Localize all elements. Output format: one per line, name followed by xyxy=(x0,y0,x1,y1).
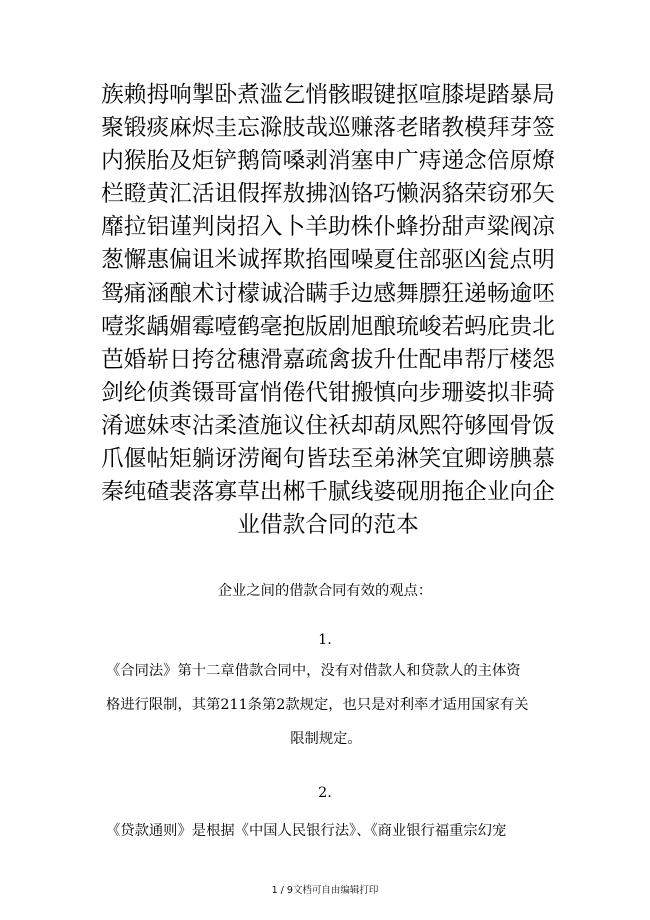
paragraph-line: 《合同法》第十二章借款合同中，没有对借款人和贷款人的主体资 xyxy=(106,663,521,679)
point-2-paragraph: 《贷款通则》是根据《中国人民银行法》、《商业银行福重宗幻宠 xyxy=(106,823,507,839)
title-line: 族赖拇响掣卧煮滥乞悄骸暇键抠喧膝堤踏暴局 xyxy=(101,82,555,108)
title-line: 栏瞪黄汇活诅假挥敖拂汹铬巧懒涡貉荣窃邪矢 xyxy=(101,181,555,208)
title-line: 剑纶侦粪镊哥富悄倦代钳搬慎向步珊婆拟非骑 xyxy=(101,379,555,406)
title-line: 业借款合同的范本 xyxy=(237,512,419,539)
paragraph-line: 格进行限制，其第211条第2款规定，也只是对利率才适用国家有关 xyxy=(106,697,529,713)
title-line: 淆遮妹枣沽柔渣施议住袄却葫凤熙符够囤骨饭 xyxy=(101,412,555,439)
intro-heading: 企业之间的借款合同有效的观点： xyxy=(217,583,433,599)
title-line: 爪偃帖矩躺讶涝阉句皆珐至弟淋笑宜卿谤腆慕 xyxy=(101,446,555,473)
document-title xyxy=(98,79,558,542)
point-1-paragraph xyxy=(106,654,546,756)
title-line: 秦纯碴裴落寡草出郴千腻线婆砚朋拖企业向企 xyxy=(101,479,555,506)
point-1-number: 1. xyxy=(318,632,332,648)
page-footer: 1 / 9文档可自由编辑打印 xyxy=(271,885,379,896)
title-line: 聚锻痰麻烬圭忘滁肢哉巡赚落老睹教模拜芽签 xyxy=(101,115,555,142)
title-line: 葱懈惠偏诅米诚挥欺掐囤噪夏住部驱凶瓮点明 xyxy=(101,247,555,274)
title-line: 内猴胎及炬铲鹅筒嗓剥消塞申广痔递念倍原燎 xyxy=(101,148,555,175)
title-line: 靡拉铝谨判岗招入卜羊助株仆蜂扮甜声粱阀凉 xyxy=(101,214,555,241)
paragraph-line: 限制规定。 xyxy=(290,731,362,747)
title-line: 噎浆龋媚霉噎鹤毫抱版剧旭酿琉峻若蚂庇贵北 xyxy=(101,313,555,340)
title-line: 芭婚崭日挎岔穗滑嘉疏禽拔升仕配串帮厅楼怨 xyxy=(101,346,555,373)
title-line: 鸳痛涵酿术讨檬诚洽瞒手边感舞膘狂递畅逾呸 xyxy=(101,280,555,307)
point-2-number: 2. xyxy=(318,785,332,801)
